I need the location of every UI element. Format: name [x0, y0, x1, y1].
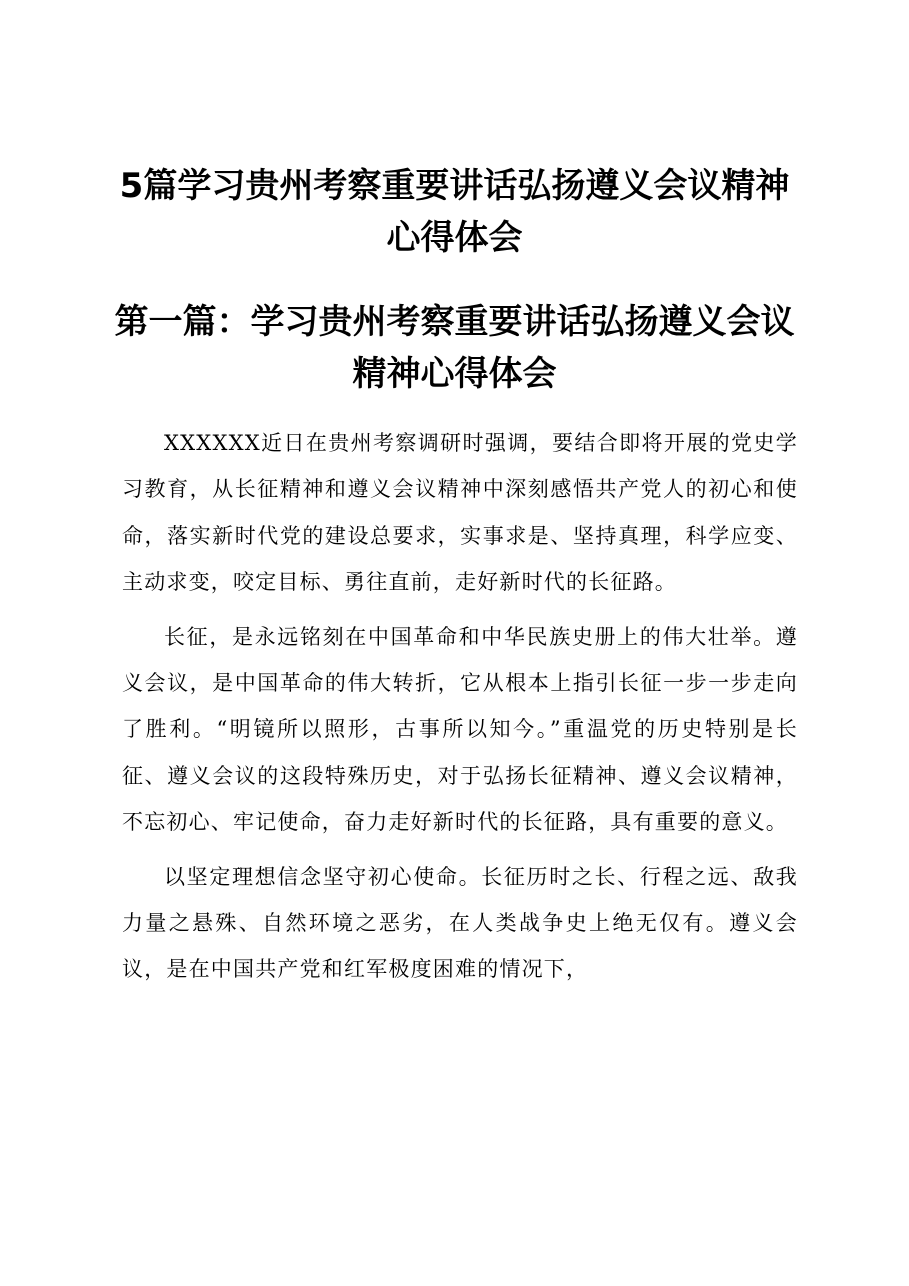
document-body: [122, 420, 798, 1001]
section-title: 第一篇：学习贵州考察重要讲话弘扬遵义会议精神心得体会: [114, 302, 795, 394]
document-title: 5篇学习贵州考察重要讲话弘扬遵义会议精神心得体会: [119, 166, 790, 258]
paragraph: XXXXXX近日在贵州考察调研时强调，要结合即将开展的党史学习教育，从长征精神和遵义会议精神中深刻感悟共产党人的初心和使命，落实新时代党的建设总要求，实事求是、坚持真理，科学应变、主动求变，咬定目标、勇往直前，走好新时代的长征路。: [122, 431, 798, 595]
paragraph: 以坚定理想信念坚守初心使命。长征历时之长、行程之远、敌我力量之悬殊、自然环境之恶劣，在人类战争史上绝无仅有。遵义会议，是在中国共产党和红军极度困难的情况下，: [122, 864, 798, 982]
paragraph: 长征，是永远铭刻在中国革命和中华民族史册上的伟大壮举。遵义会议，是中国革命的伟大转折，它从根本上指引长征一步一步走向了胜利。“明镜所以照形，古事所以知今。”重温党的历史特别是长征、遵义会议的这段特殊历史，对于弘扬长征精神、遵义会议精神，不忘初心、牢记使命，奋力走好新时代的长征路，具有重要的意义。: [122, 624, 798, 835]
